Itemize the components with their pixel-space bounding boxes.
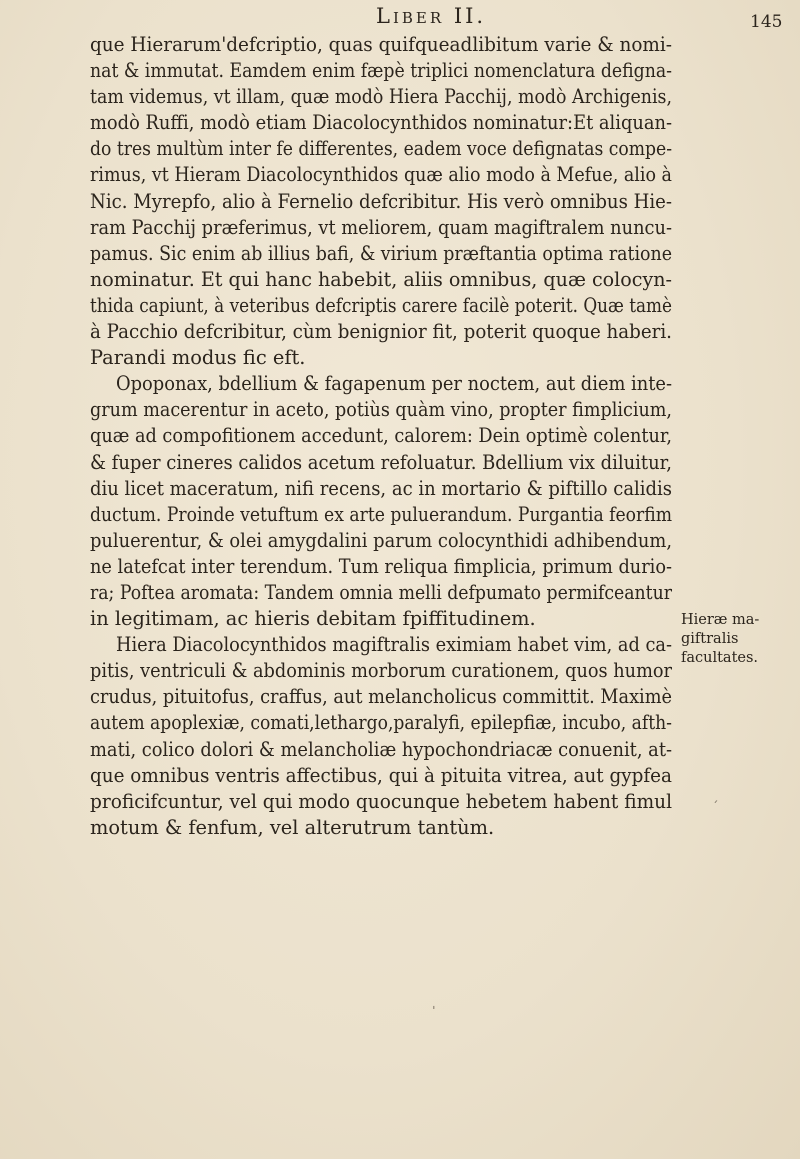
text-line [90, 345, 672, 371]
text-line [90, 189, 672, 215]
text-line-content: proficifcuntur, vel qui modo quocunque hebetem habent fimul [90, 789, 673, 813]
text-line-content: thida capiunt, à veteribus defcriptis carere facilè poterit. Quæ tamè [90, 293, 673, 317]
text-line-content: que Hierarum'defcriptio, quas quifqueadlibitum varie & nomi- [90, 33, 673, 56]
text-line-content: nat & immutat. Eamdem enim fæpè triplici nomenclatura defigna- [90, 59, 673, 83]
text-line [90, 371, 672, 397]
page-number: 145 [750, 12, 783, 32]
text-line-content: que omnibus ventris affectibus, qui à pituita vitrea, aut gypfea [90, 763, 673, 787]
text-line-content: Nic. Myrepfo, alio à Fernelio defcribitur. His verò omnibus Hie- [90, 189, 673, 213]
text-line-content: Opoponax, bdellium & fagapenum per noctem, aut diem inte- [116, 372, 673, 396]
text-line-content: rimus, vt Hieram Diacolocynthidos quæ alio modo à Mefue, alio à [90, 163, 672, 187]
text-line-content: Parandi modus fic eft. [90, 346, 306, 370]
text-line-content: autem apoplexiæ, comati,lethargo,paralyfi, epilepfiæ, incubo, afth- [90, 711, 672, 735]
text-line [90, 528, 672, 554]
text-line-content: diu licet maceratum, nifi recens, ac in mortario & piftillo calidis [90, 476, 673, 500]
text-line [90, 162, 672, 188]
text-line-content: crudus, pituitofus, craffus, aut melancholicus committit. Maximè [90, 685, 672, 709]
text-line [90, 84, 672, 110]
text-line-content: pitis, ventriculi & abdominis morborum curationem, quos humor [90, 659, 672, 683]
text-line [90, 241, 672, 267]
body-text [90, 32, 672, 841]
text-line-content: pamus. Sic enim ab illius bafi, & virium præftantia optima ratione [90, 241, 672, 265]
text-line [90, 397, 672, 423]
text-line [90, 606, 672, 632]
text-line [90, 632, 672, 658]
text-line-content: Hiera Diacolocynthidos magiftralis eximiam habet vim, ad ca- [116, 633, 672, 657]
margin-note-line: facultates. [681, 650, 759, 666]
text-line [90, 293, 672, 319]
margin-note [681, 611, 781, 668]
margin-note-line: giftralis [681, 631, 739, 647]
text-line-content: nominatur. Et qui hanc habebit, aliis omnibus, quæ colocyn- [90, 267, 672, 291]
ink-mark: ˈ [432, 1005, 436, 1020]
text-line [90, 215, 672, 241]
text-line [90, 789, 672, 815]
text-line-content: tam videmus, vt illam, quæ modò Hiera Pacchij, modò Archigenis, [90, 85, 672, 109]
text-line [90, 58, 672, 84]
text-line-content: ram Pacchij præferimus, vt meliorem, quam magiftralem nuncu- [90, 215, 672, 239]
text-line-content: modò Ruffi, modò etiam Diacolocynthidos nominatur:Et aliquan- [90, 111, 673, 135]
text-line [90, 476, 672, 502]
text-line-content: grum macerentur in aceto, potiùs quàm vino, propter fimplicium, [90, 398, 673, 422]
ink-mark: ˊ [712, 800, 719, 815]
text-line [90, 267, 672, 293]
text-line-content: in legitimam, ac hieris debitam fpiffitudinem. [90, 607, 536, 631]
text-line-content: ductum. Proinde vetuftum ex arte puluerandum. Purgantia feorfim [90, 502, 672, 526]
text-line [90, 32, 672, 58]
text-line-content: quæ ad compofitionem accedunt, calorem: Dein optimè colentur, [90, 424, 672, 448]
text-line-content: & fuper cineres calidos acetum refoluatur. Bdellium vix diluitur, [90, 450, 672, 474]
text-line [90, 815, 672, 841]
text-line-content: ne latefcat inter terendum. Tum reliqua fimplicia, primum durio- [90, 554, 672, 578]
text-line-content: mati, colico dolori & melancholiæ hypochondriacæ conuenit, at- [90, 737, 673, 761]
text-line [90, 110, 672, 136]
margin-note-line: Hieræ ma- [681, 612, 760, 628]
text-line-content: à Pacchio defcribitur, cùm benignior fit, poterit quoque haberi. [90, 320, 672, 344]
text-line [90, 554, 672, 580]
text-line [90, 580, 672, 606]
text-line [90, 450, 672, 476]
running-head: Liber II. [376, 4, 487, 28]
text-line [90, 319, 672, 345]
text-line-content: motum & fenfum, vel alterutrum tantùm. [90, 815, 495, 839]
text-line [90, 136, 672, 162]
text-line-content: ra; Poftea aromata: Tandem omnia melli defpumato permifceantur [90, 580, 672, 604]
text-line-content: puluerentur, & olei amygdalini parum colocynthidi adhibendum, [90, 528, 673, 552]
page-header [0, 4, 800, 34]
text-line [90, 502, 672, 528]
text-line [90, 710, 672, 736]
text-line [90, 763, 672, 789]
text-line [90, 737, 672, 763]
text-line-content: do tres multùm inter fe differentes, eadem voce defignatas compe- [90, 137, 673, 161]
text-line [90, 658, 672, 684]
text-line [90, 684, 672, 710]
text-line [90, 423, 672, 449]
